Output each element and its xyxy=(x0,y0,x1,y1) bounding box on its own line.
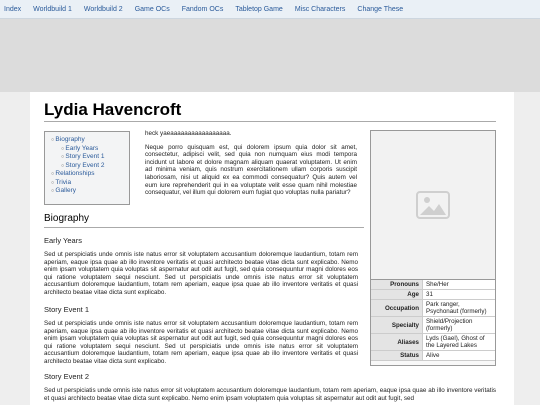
infobox-row-occupation xyxy=(371,300,495,317)
infobox-row-age xyxy=(371,290,495,300)
subsection-heading-early-years: Early Years xyxy=(44,236,82,245)
infobox-table xyxy=(371,280,495,361)
table-of-contents xyxy=(44,131,130,205)
nav-link-change-these[interactable]: Change These xyxy=(357,5,404,13)
image-placeholder-icon xyxy=(416,191,450,219)
infobox-value: Alive xyxy=(423,351,496,361)
infobox-label: Status xyxy=(371,351,423,361)
infobox-value: Park ranger, Psychonaut (formerly) xyxy=(423,300,496,317)
intro-line: heck yaeaaaaaaaaaaaaaaaaa. xyxy=(145,130,232,137)
nav-link-index[interactable]: Index xyxy=(4,5,22,13)
toc-item-relationships[interactable]: ○ Relationships xyxy=(45,170,129,179)
story-event-1-text: Sed ut perspiciatis unde omnis iste natus error sit voluptatem accusantium doloremque laudantium, totam rem aperiam, eaque ipsa quae ab illo inventore veritatis et quasi architecto beatae vitae dicta sunt explicabo. Nemo enim ipsam voluptatem quia voluptas sit aspernatur aut odit aut fugit, sed quia consequuntur magni dolores eos qui ratione voluptatem sequi nesciunt. Sed ut perspiciatis unde omnis iste natus error sit voluptatem accusantium doloremque laudantium, totam rem aperiam, eaque ipsa quae ab illo inventore veritatis et quasi architecto beatae vitae dicta sunt explicabo. xyxy=(44,320,358,365)
intro-paragraph: Neque porro quisquam est, qui dolorem ipsum quia dolor sit amet, consectetur, adipisci velit, sed quia non numquam eius modi tempora incidunt ut labore et dolore magnam aliquam quaerat voluptatem. Ut enim ad minima veniam, quis nostrum exercitationem ullam corporis suscipit laboriosam, nisi ut aliquid ex ea commodi consequatur? Quis autem vel eum iure reprehenderit qui in ea voluptate velit esse quam nihil molestiae consequatur, vel illum qui dolorem eum fugiat quo voluptas nulla pariatur? xyxy=(145,143,357,197)
toc-item-story-event-1[interactable]: ○ Story Event 1 xyxy=(45,153,129,162)
infobox-row-pronouns xyxy=(371,280,495,290)
subsection-heading-story-event-1: Story Event 1 xyxy=(44,305,90,314)
top-navigation xyxy=(0,0,540,19)
nav-link-misc-characters[interactable]: Misc Characters xyxy=(294,5,346,13)
title-divider xyxy=(44,121,496,122)
infobox-value: 31 xyxy=(423,290,496,300)
infobox-row-aliases xyxy=(371,334,495,351)
infobox-value: Shield/Projection (formerly) xyxy=(423,317,496,334)
infobox-row-specialty xyxy=(371,317,495,334)
nav-link-fandom-ocs[interactable]: Fandom OCs xyxy=(181,5,224,13)
intro-text xyxy=(145,130,357,203)
nav-link-tabletop-game[interactable]: Tabletop Game xyxy=(235,5,283,13)
infobox-label: Specialty xyxy=(371,317,423,334)
toc-item-story-event-2[interactable]: ○ Story Event 2 xyxy=(45,162,129,171)
infobox-value: She/Her xyxy=(423,280,496,290)
story-event-2-text: Sed ut perspiciatis unde omnis iste natus error sit voluptatem accusantium doloremque laudantium, totam rem aperiam, eaque ipsa quae ab illo inventore veritatis et quasi architecto beatae vitae dicta sunt explicabo. Nemo enim ipsam voluptatem quia voluptas sit aspernatur aut odit aut fugit, sed xyxy=(44,387,496,402)
character-infobox xyxy=(370,130,496,366)
nav-link-worldbuild-2[interactable]: Worldbuild 2 xyxy=(83,5,123,13)
infobox-label: Occupation xyxy=(371,300,423,317)
page-title: Lydia Havencroft xyxy=(44,100,182,119)
toc-item-gallery[interactable]: ○ Gallery xyxy=(45,187,129,196)
infobox-value: Lyds (Gael), Ghost of the Layered Lakes xyxy=(423,334,496,351)
infobox-label: Pronouns xyxy=(371,280,423,290)
section-divider xyxy=(44,227,364,228)
section-heading-biography: Biography xyxy=(44,213,90,224)
toc-item-biography[interactable]: ○ Biography xyxy=(45,136,129,145)
early-years-text: Sed ut perspiciatis unde omnis iste natus error sit voluptatem accusantium doloremque laudantium, totam rem aperiam, eaque ipsa quae ab illo inventore veritatis et quasi architecto beatae vitae dicta sunt explicabo. Nemo enim ipsam voluptatem quia voluptas sit aspernatur aut odit aut fugit, sed quia consequuntur magni dolores eos qui ratione voluptatem sequi nesciunt. Sed ut perspiciatis unde omnis iste natus error sit voluptatem accusantium doloremque laudantium, totam rem aperiam, eaque ipsa quae ab illo inventore veritatis et quasi architecto beatae vitae dicta sunt explicabo. xyxy=(44,251,358,296)
infobox-label: Aliases xyxy=(371,334,423,351)
infobox-row-status xyxy=(371,351,495,361)
infobox-label: Age xyxy=(371,290,423,300)
header-banner xyxy=(0,19,540,92)
subsection-heading-story-event-2: Story Event 2 xyxy=(44,372,90,381)
nav-link-worldbuild-1[interactable]: Worldbuild 1 xyxy=(33,5,72,13)
nav-link-game-ocs[interactable]: Game OCs xyxy=(134,5,170,13)
character-image-placeholder xyxy=(371,131,495,280)
toc-item-trivia[interactable]: ○ Trivia xyxy=(45,179,129,188)
toc-item-early-years[interactable]: ○ Early Years xyxy=(45,145,129,154)
